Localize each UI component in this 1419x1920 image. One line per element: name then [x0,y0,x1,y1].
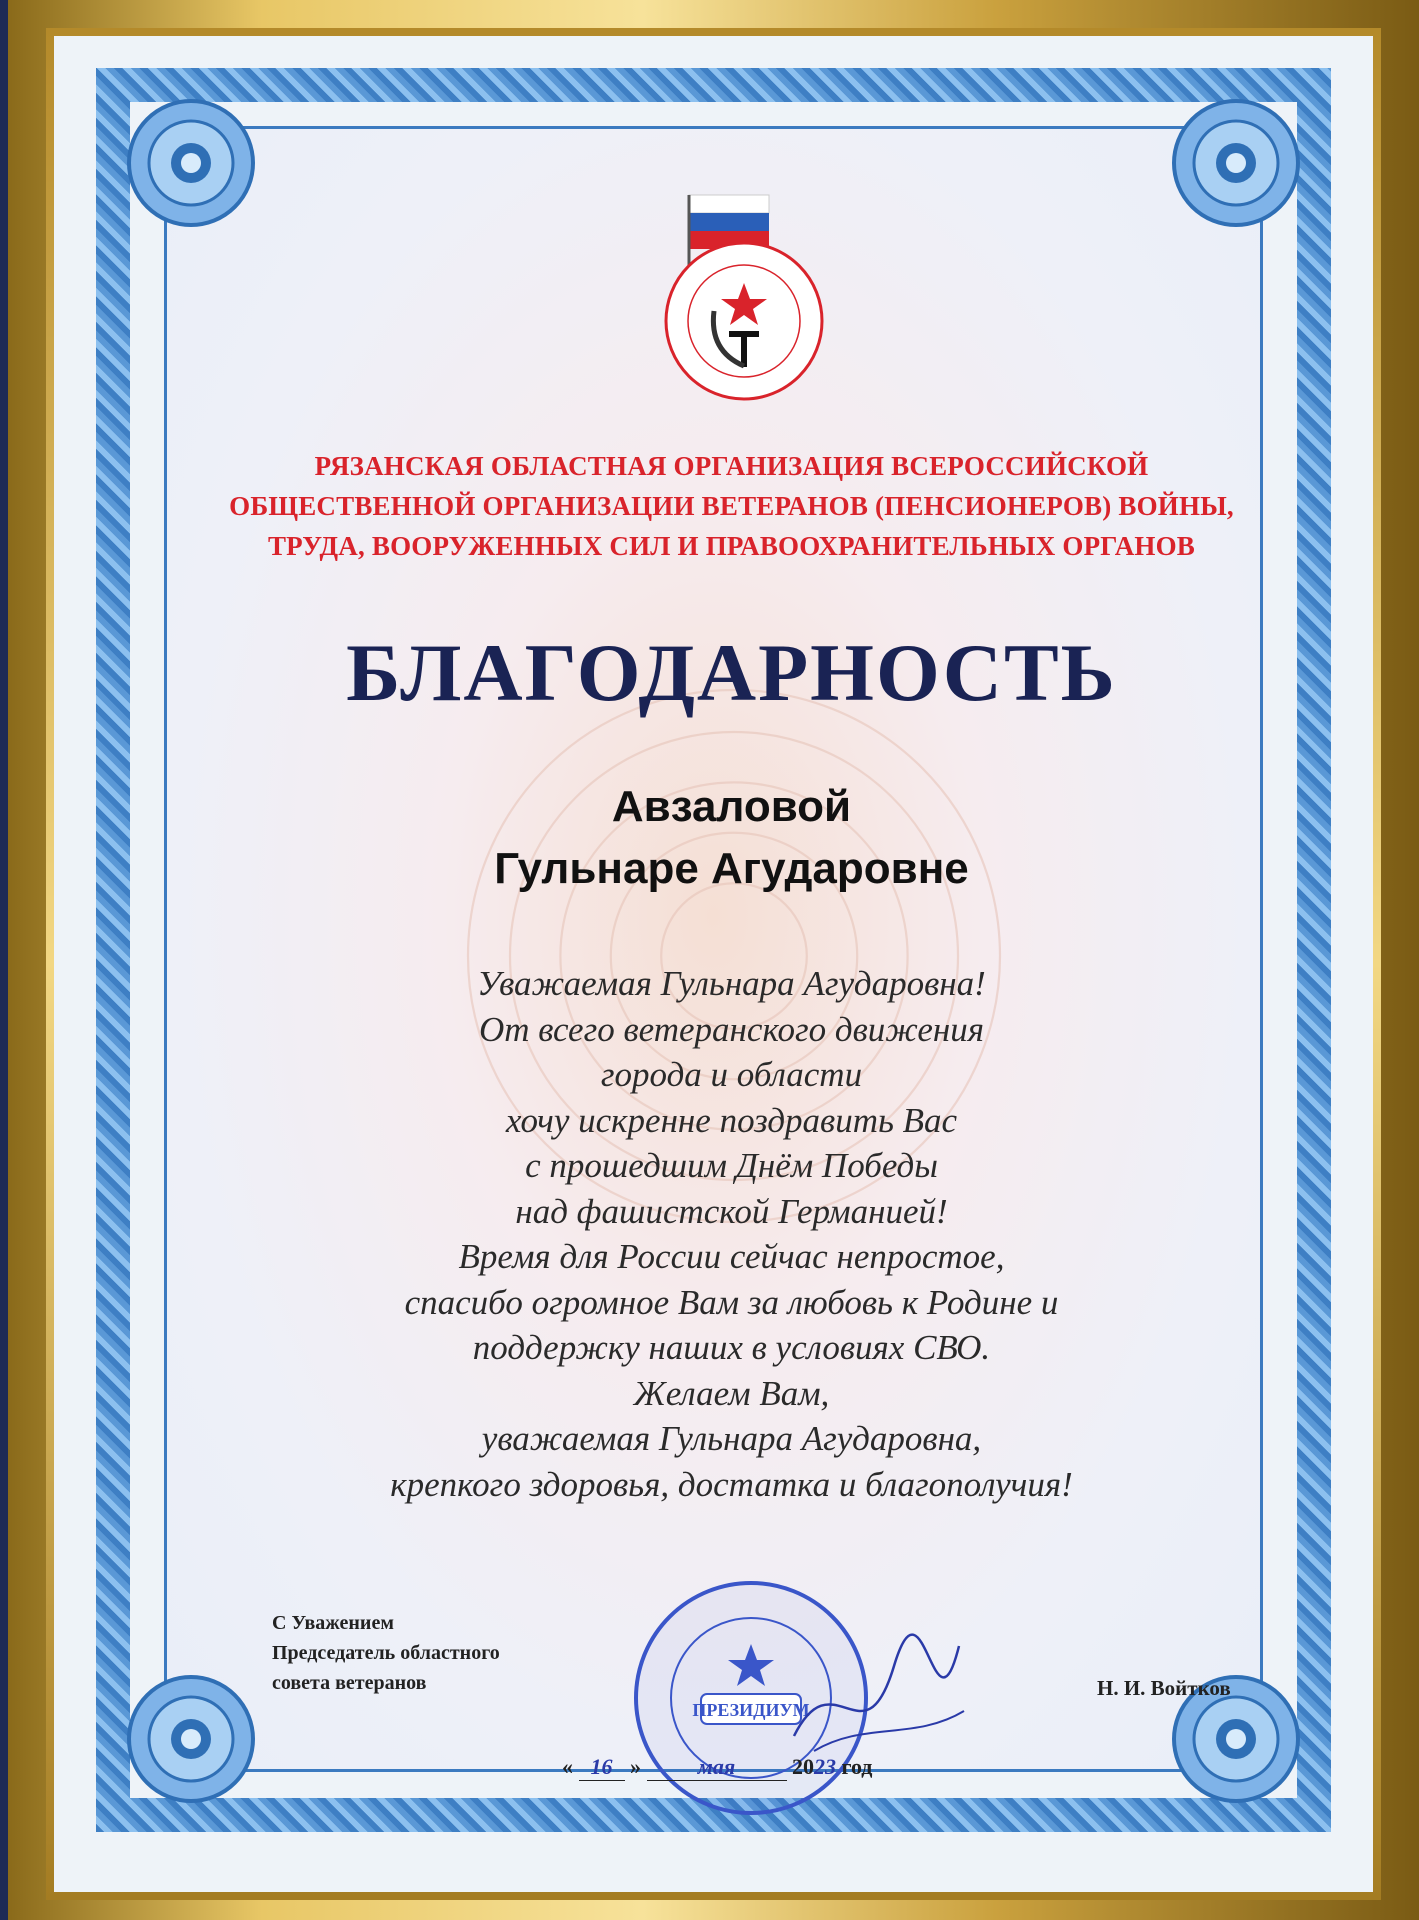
organization-line: РЯЗАНСКАЯ ОБЛАСТНАЯ ОРГАНИЗАЦИЯ ВСЕРОССИЙСКОЙ [314,451,1149,481]
date-open-quote: « [562,1754,573,1779]
seal-center-text: ПРЕЗИДИУМ [692,1700,810,1720]
message-body [254,961,1209,1507]
message-line: над фашистской Германией! [515,1191,948,1231]
message-line: уважаемая Гульнара Агударовна, [481,1419,982,1458]
message-line: крепкого здоровья, достатка и благополучия! [390,1464,1073,1504]
date-month: мая [647,1754,787,1781]
message-line: спасибо огромное Вам за любовь к Родине и [404,1282,1059,1322]
frame-inner [46,28,1381,1900]
date-day: 16 [579,1754,625,1781]
gold-frame [8,0,1419,1920]
message-line: Время для России сейчас непростое, [458,1237,1005,1276]
message-line: с прошедшим Днём Победы [525,1146,938,1185]
date-year-suffix: 23 [814,1754,836,1779]
date-close-quote: » [630,1754,641,1779]
signer-greeting: С Уважением [272,1612,394,1634]
certificate-title: БЛАГОДАРНОСТЬ [346,627,1117,718]
signer-title-cont: совета ветеранов [272,1672,427,1694]
issue-date [562,1754,982,1781]
date-year-prefix: 20 [792,1754,814,1779]
veterans-organization-emblem-icon [649,191,839,406]
message-line: города и области [600,1055,863,1094]
certificate-paper [54,36,1373,1892]
organization-line: ОБЩЕСТВЕННОЙ ОРГАНИЗАЦИИ ВЕТЕРАНОВ (ПЕНСИОНЕРОВ) ВОЙНЫ, [229,491,1234,521]
message-line: поддержку наших в условиях СВО. [472,1328,991,1367]
recipient-name [354,776,1109,900]
corner-ornament-icon [116,1664,266,1814]
recipient-given-name: Гульнаре Агударовне [494,844,969,893]
signer-title: Председатель областного [272,1642,500,1664]
recipient-surname: Авзаловой [611,782,852,831]
message-line: Желаем Вам, [633,1373,830,1413]
message-line: хочу искренне поздравить Вас [505,1100,958,1140]
message-line: От всего ветеранского движения [478,1009,985,1049]
date-suffix: год [841,1754,873,1779]
signer-block [272,1608,632,1698]
message-line: Уважаемая Гульнара Агударовна! [477,964,986,1003]
corner-ornament-icon [1161,88,1311,238]
corner-ornament-icon [116,88,266,238]
signer-name: Н. И. Войтков [1097,1676,1231,1700]
organization-line: ТРУДА, ВООРУЖЕННЫХ СИЛ И ПРАВООХРАНИТЕЛЬНЫХ ОРГАНОВ [267,531,1196,561]
organization-header [194,446,1269,566]
